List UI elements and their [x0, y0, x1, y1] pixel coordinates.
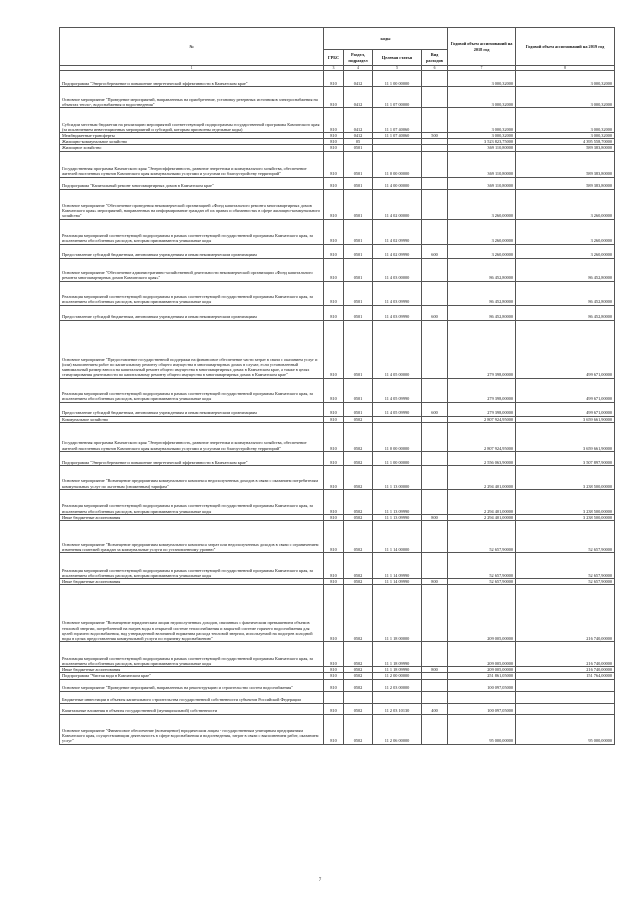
row-grbs: 810 — [324, 667, 344, 673]
row-razdel: 05 — [344, 139, 373, 145]
row-name: Подпрограмма "Капитальный ремонт многоквартирных домов в Камчатском крае" — [60, 177, 324, 189]
row-grbs: 810 — [324, 489, 344, 514]
row-razdel: 0501 — [344, 305, 373, 320]
row-amount-2019: 4 395 558,70000 — [516, 139, 615, 145]
row-expense-type — [422, 189, 448, 219]
row-amount-2019: 499 671,00000 — [516, 378, 615, 402]
row-amount-2018: 3 523 823,75000 — [448, 139, 516, 145]
table-row — [60, 87, 615, 108]
row-name: Предоставление субсидий бюджетным, автономным учреждениям и иным некоммерческим организациям — [60, 305, 324, 320]
row-amount-2019: 52 657,90000 — [516, 553, 615, 579]
row-name: Реализация мероприятий соответствующей подпрограммы в рамках соответствующей государственной программы Камчатского края, за исключением обособленных расходов, которым присваиваются уникальные коды — [60, 281, 324, 305]
row-name: Жилищное хозяйство — [60, 145, 324, 151]
table-row — [60, 703, 615, 714]
row-name: Основное мероприятие "Предоставление государственной поддержки на финансовое обеспечение части затрат в связи с оказанием услуг и (или) выполнением работ по капитальному ремонту общего имущества в многоквартирных домах в случае, если установленный минимальный размер взноса на капитальный ремонт общего имущества в многоквартирных домах в Камчатском крае, а также в целях стимулирования деятельности по капитальному ремонту общего имущества в многоквартирных домах в Камчатском крае" — [60, 320, 324, 378]
row-name: Коммунальное хозяйство — [60, 416, 324, 422]
row-target-article: 11 4 05 09990 — [373, 378, 422, 402]
row-amount-2018: 3 000,32000 — [448, 133, 516, 139]
row-amount-2019: 216 740,00000 — [516, 642, 615, 667]
column-number: 6 — [422, 66, 448, 71]
row-target-article: 11 4 03 00000 — [373, 258, 422, 281]
row-razdel: 0502 — [344, 679, 373, 691]
row-amount-2019: 3 000,32000 — [516, 108, 615, 133]
row-amount-2019: 216 740,00000 — [516, 667, 615, 673]
row-name: Капитальные вложения в объекты государственной (муниципальной) собственности — [60, 703, 324, 714]
row-amount-2019: 589 383,80000 — [516, 145, 615, 151]
row-grbs: 810 — [324, 465, 344, 489]
row-razdel: 0412 — [344, 87, 373, 108]
row-razdel: 0502 — [344, 489, 373, 514]
row-name: Подпрограмма "Энергосбережение и повышение энергетической эффективности в Камчатском крае" — [60, 71, 324, 87]
table-row — [60, 378, 615, 402]
row-name: Основное мероприятие "Возмещение юридическим лицам недополученных доходов, связанных с фактическим превышением объемов тепловой энергии, потребленной на нагрев воды в открытой системе теплоснабжения и закрытой системе горячего водоснабжения для целей горячего водоснабжения, над утвержденной величиной норматива расхода тепловой энергии, используемой на подогрев холодной воды в целях предоставления коммунальной услуги по горячему водоснабжению" — [60, 585, 324, 642]
table-row — [60, 219, 615, 244]
table-row — [60, 258, 615, 281]
row-grbs: 810 — [324, 71, 344, 87]
row-razdel: 0501 — [344, 320, 373, 378]
row-razdel: 0502 — [344, 579, 373, 585]
row-expense-type — [422, 642, 448, 667]
row-razdel: 0501 — [344, 145, 373, 151]
row-target-article: 11 4 00 00000 — [373, 177, 422, 189]
row-grbs: 810 — [324, 133, 344, 139]
column-number: 5 — [373, 66, 422, 71]
row-target-article: 11 1 13 09990 — [373, 489, 422, 514]
row-amount-2018: 86 452,80000 — [448, 305, 516, 320]
row-grbs: 810 — [324, 714, 344, 744]
row-razdel: 0502 — [344, 422, 373, 451]
table-row — [60, 521, 615, 553]
row-amount-2018: 279 398,00000 — [448, 402, 516, 416]
row-name: Реализация мероприятий соответствующей подпрограммы в рамках соответствующей государственной программы Камчатского края, за исключением обособленных расходов, которым присваиваются уникальные коды — [60, 642, 324, 667]
table-header — [60, 28, 615, 71]
row-amount-2018: 3 000,32000 — [448, 71, 516, 87]
row-target-article: 11 0 00 00000 — [373, 422, 422, 451]
row-target-article: 11 4 03 09990 — [373, 305, 422, 320]
table-row — [60, 402, 615, 416]
row-amount-2018: 279 398,00000 — [448, 320, 516, 378]
row-expense-type: 400 — [422, 703, 448, 714]
row-razdel: 0502 — [344, 642, 373, 667]
row-amount-2019: 3 260,00000 — [516, 189, 615, 219]
row-name: Подпрограмма "Энергосбережение и повышение энергетической эффективности в Камчатском крае" — [60, 451, 324, 465]
row-amount-2019: 86 452,80000 — [516, 281, 615, 305]
row-amount-2018: 2 294 401,00000 — [448, 514, 516, 520]
row-name: Основное мероприятие "Обеспечение административно-хозяйственной деятельности некоммерческой организации «Фонд капитального ремонта многоквартирных домов Камчатского края»" — [60, 258, 324, 281]
table-row — [60, 244, 615, 258]
row-expense-type — [422, 71, 448, 87]
row-expense-type — [422, 258, 448, 281]
row-amount-2019: 589 383,80000 — [516, 177, 615, 189]
row-razdel: 0501 — [344, 258, 373, 281]
row-name: Основное мероприятие "Проведение мероприятий, направленных на приобретение, установку резервных источников электроснабжения на объектах тепло-, водоснабжения и водоотведения" — [60, 87, 324, 108]
row-name: Межбюджетные трансферты — [60, 133, 324, 139]
row-amount-2018: 2 556 063,90000 — [448, 451, 516, 465]
row-name: Иные бюджетные ассигнования — [60, 514, 324, 520]
row-razdel: 0412 — [344, 71, 373, 87]
row-target-article: 11 1 07 00000 — [373, 87, 422, 108]
row-expense-type — [422, 219, 448, 244]
table-row — [60, 553, 615, 579]
row-expense-type — [422, 151, 448, 177]
row-amount-2019: 3 238 500,00000 — [516, 514, 615, 520]
row-amount-2018: 369 110,80000 — [448, 151, 516, 177]
row-name: Основное мероприятие "Проведение мероприятий, направленных на реконструкцию и строительство систем водоснабжения" — [60, 679, 324, 691]
row-amount-2018: 100 097,05000 — [448, 679, 516, 691]
row-name: Основное мероприятие "Финансовое обеспечение (возмещение) юридическим лицам - государственным унитарным предприятиям Камчатского края, осуществляющим деятельность в сфере водоснабжения и водоотведения, затрат в связи с выполнением работ, оказанием услуг" — [60, 714, 324, 744]
row-razdel: 0502 — [344, 673, 373, 679]
row-name: Основное мероприятие "Возмещение предприятиям коммунального комплекса недополученных доходов в связи с оказанием потребителям коммунальных услуг по льготным (сниженным) тарифам" — [60, 465, 324, 489]
row-amount-2019: 52 657,90000 — [516, 579, 615, 585]
header-year-2019: Годовой объем ассигнований на 2019 год — [516, 28, 615, 66]
row-grbs: 810 — [324, 553, 344, 579]
row-grbs: 810 — [324, 451, 344, 465]
row-expense-type: 500 — [422, 133, 448, 139]
row-target-article: 11 4 02 00000 — [373, 189, 422, 219]
row-expense-type — [422, 281, 448, 305]
row-grbs: 810 — [324, 514, 344, 520]
row-amount-2018: 2 294 401,00000 — [448, 465, 516, 489]
column-number: 7 — [448, 66, 516, 71]
row-grbs: 810 — [324, 189, 344, 219]
row-amount-2018: 3 260,00000 — [448, 189, 516, 219]
table-row — [60, 108, 615, 133]
row-grbs: 810 — [324, 219, 344, 244]
row-target-article: 11 1 07 40060 — [373, 108, 422, 133]
row-name: Предоставление субсидий бюджетным, автономным учреждениям и иным некоммерческим организациям — [60, 402, 324, 416]
row-amount-2019: 86 452,80000 — [516, 258, 615, 281]
row-grbs: 810 — [324, 320, 344, 378]
table-row — [60, 71, 615, 87]
row-target-article: 11 1 18 09990 — [373, 667, 422, 673]
row-amount-2019: 3 000,32000 — [516, 87, 615, 108]
row-name: Государственная программа Камчатского края "Энергоэффективность, развитие энергетики и коммунального хозяйства, обеспечение жителей населенных пунктов Камчатского края коммунальными услугами и услугами по благоустройству территорий" — [60, 151, 324, 177]
row-amount-2018: 3 260,00000 — [448, 219, 516, 244]
row-amount-2018: 95 000,00000 — [448, 714, 516, 744]
row-grbs: 810 — [324, 244, 344, 258]
row-target-article: 11 1 13 00000 — [373, 465, 422, 489]
row-target-article: 11 1 14 09990 — [373, 553, 422, 579]
header-year-2018: Годовой объем ассигнований на 2018 год — [448, 28, 516, 66]
table-row — [60, 305, 615, 320]
row-name: Реализация мероприятий соответствующей подпрограммы в рамках соответствующей государственной программы Камчатского края, за исключением обособленных расходов, которым присваиваются уникальные коды — [60, 378, 324, 402]
row-razdel: 0502 — [344, 451, 373, 465]
row-target-article: 11 1 00 00000 — [373, 451, 422, 465]
row-grbs: 810 — [324, 305, 344, 320]
row-name: Субсидии местным бюджетам на реализацию мероприятий соответствующей подпрограммы государственной программы Камчатского края (за исключением инвестиционных мероприятий и субсидий, которым присвоены отдельные коды) — [60, 108, 324, 133]
row-grbs — [324, 691, 344, 703]
row-amount-2018: 2 807 924,95000 — [448, 422, 516, 451]
row-grbs: 810 — [324, 378, 344, 402]
row-razdel: 0501 — [344, 189, 373, 219]
row-amount-2019: 3 507 897,90000 — [516, 451, 615, 465]
row-target-article: 11 2 06 00000 — [373, 714, 422, 744]
row-expense-type — [422, 489, 448, 514]
row-amount-2019: 3 000,32000 — [516, 71, 615, 87]
row-target-article: 11 4 03 09990 — [373, 281, 422, 305]
row-name: Иные бюджетные ассигнования — [60, 579, 324, 585]
row-amount-2019: 499 671,00000 — [516, 402, 615, 416]
header-number: № — [60, 28, 324, 66]
column-number: 4 — [344, 66, 373, 71]
row-expense-type — [422, 585, 448, 642]
row-target-article: 11 1 14 00000 — [373, 521, 422, 553]
table-row — [60, 151, 615, 177]
row-amount-2018: 209 005,00000 — [448, 585, 516, 642]
row-razdel: 0502 — [344, 703, 373, 714]
table-row — [60, 714, 615, 744]
row-razdel: 0502 — [344, 553, 373, 579]
row-amount-2019: 3 238 500,00000 — [516, 489, 615, 514]
row-name: Подпрограмма "Чистая вода в Камчатском крае" — [60, 673, 324, 679]
row-grbs: 810 — [324, 679, 344, 691]
table-row — [60, 691, 615, 703]
row-grbs: 810 — [324, 416, 344, 422]
page-number: 7 — [318, 878, 322, 883]
row-grbs: 810 — [324, 703, 344, 714]
row-expense-type: 600 — [422, 402, 448, 416]
row-target-article: 11 2 03 10130 — [373, 703, 422, 714]
row-amount-2018: 100 097,05000 — [448, 703, 516, 714]
row-razdel: 0501 — [344, 177, 373, 189]
row-razdel: 0501 — [344, 378, 373, 402]
row-razdel: 0501 — [344, 281, 373, 305]
row-amount-2019: 95 000,00000 — [516, 714, 615, 744]
header-codes: коды — [324, 28, 448, 50]
row-expense-type: 600 — [422, 244, 448, 258]
row-name: Предоставление субсидий бюджетным, автономным учреждениям и иным некоммерческим организациям — [60, 244, 324, 258]
table-row — [60, 451, 615, 465]
row-amount-2018: 209 005,00000 — [448, 667, 516, 673]
row-grbs: 810 — [324, 151, 344, 177]
row-amount-2019: 3 000,32000 — [516, 133, 615, 139]
row-expense-type — [422, 679, 448, 691]
row-amount-2018: 52 657,90000 — [448, 553, 516, 579]
row-grbs: 810 — [324, 422, 344, 451]
row-expense-type: 600 — [422, 305, 448, 320]
row-expense-type — [422, 714, 448, 744]
row-target-article: 11 1 07 40060 — [373, 133, 422, 139]
row-name: Бюджетные инвестиции в объекты капитального строительства государственной собственности субъектов Российской Федерации — [60, 691, 324, 703]
row-grbs: 810 — [324, 145, 344, 151]
table-row — [60, 642, 615, 667]
row-grbs: 810 — [324, 108, 344, 133]
budget-allocation-table — [59, 27, 615, 745]
row-expense-type — [422, 422, 448, 451]
row-amount-2018 — [448, 691, 516, 703]
row-target-article: 11 4 02 09990 — [373, 244, 422, 258]
row-expense-type: 800 — [422, 579, 448, 585]
row-expense-type: 800 — [422, 667, 448, 673]
row-razdel: 0502 — [344, 465, 373, 489]
row-amount-2019: 589 383,80000 — [516, 151, 615, 177]
row-expense-type — [422, 691, 448, 703]
row-expense-type — [422, 320, 448, 378]
row-razdel: 0502 — [344, 667, 373, 673]
row-expense-type — [422, 378, 448, 402]
row-amount-2018: 2 294 401,00000 — [448, 489, 516, 514]
table-row — [60, 465, 615, 489]
row-expense-type — [422, 108, 448, 133]
row-grbs: 810 — [324, 258, 344, 281]
row-razdel: 0502 — [344, 514, 373, 520]
row-target-article: 11 1 14 09990 — [373, 579, 422, 585]
row-grbs: 810 — [324, 673, 344, 679]
column-number: 8 — [516, 66, 615, 71]
table-row — [60, 189, 615, 219]
row-amount-2018: 3 260,00000 — [448, 244, 516, 258]
row-amount-2018: 209 005,00000 — [448, 642, 516, 667]
row-razdel — [344, 691, 373, 703]
row-razdel: 0502 — [344, 521, 373, 553]
row-name: Государственная программа Камчатского края "Энергоэффективность, развитие энергетики и коммунального хозяйства, обеспечение жителей населенных пунктов Камчатского края коммунальными услугами и услугами по благоустройству территорий" — [60, 422, 324, 451]
row-name: Основное мероприятие "Возмещение предприятиям коммунального комплекса затрат или недополученных доходов в связи с ограничением изменения платежей граждан за коммунальные услуги по установленному уровню" — [60, 521, 324, 553]
row-razdel: 0412 — [344, 133, 373, 139]
row-target-article: 11 2 00 00000 — [373, 673, 422, 679]
row-amount-2018: 52 657,90000 — [448, 579, 516, 585]
row-grbs: 810 — [324, 585, 344, 642]
row-expense-type — [422, 451, 448, 465]
header-razdel: Раздел, подраздел — [344, 50, 373, 66]
row-amount-2019: 3 659 661,90000 — [516, 416, 615, 422]
row-razdel: 0501 — [344, 402, 373, 416]
row-target-article — [373, 691, 422, 703]
row-amount-2018: 369 110,80000 — [448, 145, 516, 151]
row-amount-2018: 279 398,00000 — [448, 378, 516, 402]
table-row — [60, 679, 615, 691]
row-razdel: 0502 — [344, 416, 373, 422]
row-amount-2018: 86 452,80000 — [448, 281, 516, 305]
row-target-article: 11 1 18 09990 — [373, 642, 422, 667]
row-name: Реализация мероприятий соответствующей подпрограммы в рамках соответствующей государственной программы Камчатского края, за исключением обособленных расходов, которым присваиваются уникальные коды — [60, 553, 324, 579]
row-amount-2018: 251 861,05000 — [448, 673, 516, 679]
row-expense-type — [422, 465, 448, 489]
row-amount-2019: 151 764,00000 — [516, 673, 615, 679]
row-amount-2018: 52 657,90000 — [448, 521, 516, 553]
table-row — [60, 422, 615, 451]
row-amount-2019 — [516, 679, 615, 691]
row-razdel: 0502 — [344, 585, 373, 642]
row-name: Реализация мероприятий соответствующей подпрограммы в рамках соответствующей государственной программы Камчатского края, за исключением обособленных расходов, которым присваиваются уникальные коды — [60, 489, 324, 514]
row-target-article: 11 4 05 00000 — [373, 320, 422, 378]
row-amount-2019 — [516, 691, 615, 703]
row-expense-type: 800 — [422, 514, 448, 520]
table-row — [60, 281, 615, 305]
row-target-article: 11 1 18 00000 — [373, 585, 422, 642]
table-body — [60, 71, 615, 745]
row-amount-2018: 3 000,32000 — [448, 87, 516, 108]
row-grbs: 810 — [324, 579, 344, 585]
column-number: 1 — [60, 66, 324, 71]
table-row — [60, 489, 615, 514]
row-grbs: 810 — [324, 139, 344, 145]
column-number: 3 — [324, 66, 344, 71]
row-amount-2019: 52 657,90000 — [516, 521, 615, 553]
table-row — [60, 320, 615, 378]
row-razdel: 0412 — [344, 108, 373, 133]
row-razdel: 0501 — [344, 244, 373, 258]
row-amount-2019: 86 452,80000 — [516, 305, 615, 320]
row-amount-2019: 216 740,00000 — [516, 585, 615, 642]
row-expense-type — [422, 553, 448, 579]
header-target-article: Целевая статья — [373, 50, 422, 66]
row-amount-2018: 2 807 924,95000 — [448, 416, 516, 422]
row-grbs: 810 — [324, 402, 344, 416]
row-target-article: 11 1 00 00000 — [373, 71, 422, 87]
row-amount-2019: 3 659 661,90000 — [516, 422, 615, 451]
row-amount-2018: 86 452,80000 — [448, 258, 516, 281]
row-amount-2019: 3 238 500,00000 — [516, 465, 615, 489]
row-grbs: 810 — [324, 177, 344, 189]
row-razdel: 0501 — [344, 219, 373, 244]
row-razdel: 0501 — [344, 151, 373, 177]
row-amount-2018: 3 000,32000 — [448, 108, 516, 133]
row-razdel: 0502 — [344, 714, 373, 744]
header-expense-type: Вид расходов — [422, 50, 448, 66]
row-expense-type — [422, 177, 448, 189]
row-amount-2019: 3 260,00000 — [516, 244, 615, 258]
row-grbs: 810 — [324, 642, 344, 667]
row-amount-2019 — [516, 703, 615, 714]
row-grbs: 810 — [324, 87, 344, 108]
row-name: Реализация мероприятий соответствующей подпрограммы в рамках соответствующей государственной программы Камчатского края, за исключением обособленных расходов, которым присваиваются уникальные коды — [60, 219, 324, 244]
row-target-article: 11 4 05 09990 — [373, 402, 422, 416]
row-name: Основное мероприятие "Обеспечение проведения некоммерческой организацией «Фонд капитального ремонта многоквартирных домов Камчатского края» мероприятий, направленных на информирование граждан об их правах и обязанностях в сфере жилищно-коммунального хозяйства" — [60, 189, 324, 219]
row-name: Иные бюджетные ассигнования — [60, 667, 324, 673]
row-target-article: 11 0 00 00000 — [373, 151, 422, 177]
row-grbs: 810 — [324, 521, 344, 553]
row-expense-type — [422, 87, 448, 108]
table-row — [60, 177, 615, 189]
header-grbs: ГРБС — [324, 50, 344, 66]
row-name: Жилищно-коммунальное хозяйство — [60, 139, 324, 145]
row-target-article: 11 4 02 09990 — [373, 219, 422, 244]
table-row — [60, 585, 615, 642]
row-amount-2018: 369 110,80000 — [448, 177, 516, 189]
row-target-article: 11 2 03 00000 — [373, 679, 422, 691]
row-amount-2019: 3 260,00000 — [516, 219, 615, 244]
row-expense-type — [422, 521, 448, 553]
row-amount-2019: 499 671,00000 — [516, 320, 615, 378]
row-target-article: 11 1 13 09990 — [373, 514, 422, 520]
row-grbs: 810 — [324, 281, 344, 305]
